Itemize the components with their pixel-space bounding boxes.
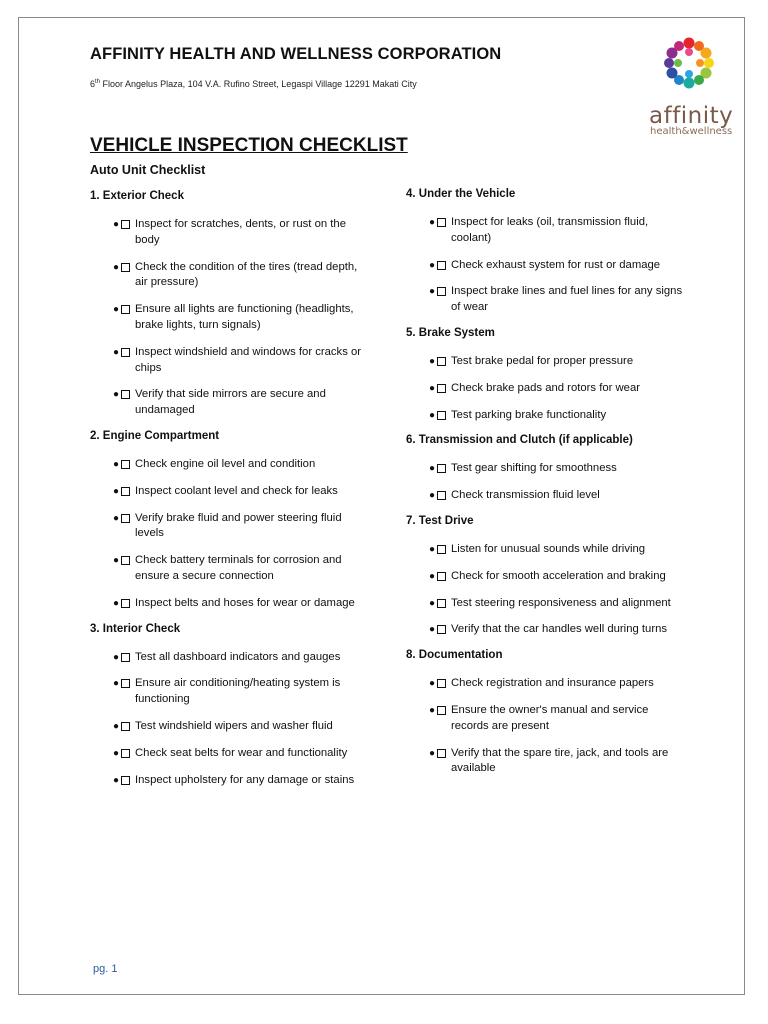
- checkbox[interactable]: [121, 487, 130, 496]
- checklist-item-text: Inspect for leaks (oil, transmission fluid, coolant): [451, 216, 649, 244]
- checklist-item: [406, 676, 683, 692]
- checklist-item-text: Verify that side mirrors are secure and undamaged: [135, 388, 326, 417]
- bullet-icon: ●: [429, 259, 436, 271]
- checklist-item-text: Check registration and insurance papers: [451, 677, 654, 690]
- checklist-section: [90, 430, 380, 612]
- bullet-icon: ●: [429, 217, 436, 228]
- checklist-items: [406, 215, 696, 316]
- checkbox[interactable]: [121, 722, 130, 731]
- checklist-item: [90, 345, 367, 377]
- checklist-item-text: Inspect windshield and windows for cracks or chips: [135, 345, 362, 374]
- checklist-items: [90, 457, 380, 612]
- checklist-item: [406, 215, 683, 247]
- checkbox[interactable]: [437, 706, 446, 715]
- checklist-item-text: Inspect brake lines and fuel lines for any signs of wear: [451, 285, 683, 314]
- checklist-item-text: Check exhaust system for rust or damage: [451, 258, 661, 271]
- checkbox[interactable]: [121, 305, 130, 314]
- page-number: pg. 1: [93, 963, 118, 975]
- checklist-item-text: Test brake pedal for proper pressure: [451, 354, 634, 367]
- document-subtitle: Auto Unit Checklist: [90, 163, 206, 177]
- logo-wordmark: affinity: [649, 103, 734, 129]
- checklist-item: [90, 719, 367, 735]
- document-title: VEHICLE INSPECTION CHECKLIST: [90, 135, 408, 156]
- checklist-items: [406, 542, 696, 638]
- bullet-icon: ●: [429, 409, 436, 421]
- checkbox[interactable]: [437, 545, 446, 554]
- checkbox[interactable]: [121, 514, 130, 523]
- checklist-item-text: Check for smooth acceleration and braking: [451, 569, 666, 582]
- checklist-item: [406, 461, 683, 477]
- checklist-items: [90, 217, 380, 419]
- checkbox[interactable]: [121, 460, 130, 469]
- checklist-item-text: Verify that the car handles well during turns: [451, 623, 668, 636]
- checklist-item: [90, 457, 367, 473]
- logo-tagline: health&wellness: [650, 126, 733, 137]
- bullet-icon: ●: [113, 219, 120, 230]
- checkbox[interactable]: [437, 679, 446, 688]
- bullet-icon: ●: [113, 747, 120, 759]
- checklist-item-text: Test gear shifting for smoothness: [451, 462, 617, 475]
- checkbox[interactable]: [121, 599, 130, 608]
- checklist-item-text: Verify that the spare tire, jack, and tools are available: [451, 746, 669, 775]
- bullet-icon: ●: [113, 678, 120, 690]
- checklist-item: [90, 553, 367, 585]
- checklist-item: [406, 703, 683, 735]
- address-floor-suffix: th: [95, 79, 101, 85]
- checkbox[interactable]: [121, 348, 130, 357]
- checklist-section: [406, 434, 696, 504]
- checklist-item: [90, 260, 367, 292]
- checklist-item-text: Ensure air conditioning/heating system is functioning: [135, 677, 341, 706]
- checklist-item-text: Check battery terminals for corrosion and ensure a secure connection: [135, 554, 342, 582]
- checklist-item: [90, 746, 367, 762]
- checkbox[interactable]: [121, 220, 130, 229]
- bullet-icon: ●: [429, 597, 436, 609]
- checklist-item-text: Check engine oil level and condition: [135, 457, 316, 470]
- bullet-icon: ●: [113, 485, 120, 497]
- section-title: 8. Documentation: [406, 649, 503, 662]
- checkbox[interactable]: [437, 261, 446, 270]
- checklist-item: [406, 542, 683, 558]
- checklist-item: [406, 596, 683, 612]
- checklist-items: [406, 461, 696, 504]
- section-title: 2. Engine Compartment: [90, 429, 220, 442]
- checklist-section: [90, 190, 380, 419]
- bullet-icon: ●: [113, 261, 120, 273]
- checklist-item-text: Inspect for scratches, dents, or rust on the body: [135, 218, 346, 246]
- bullet-icon: ●: [113, 389, 120, 401]
- checkbox[interactable]: [437, 384, 446, 393]
- checklist-item-text: Test parking brake functionality: [451, 408, 607, 421]
- checklist-item: [90, 773, 367, 789]
- checklist-item-text: Check the condition of the tires (tread depth, air pressure): [135, 260, 358, 289]
- checklist-item: [406, 354, 683, 370]
- checkbox[interactable]: [437, 218, 446, 227]
- company-name: AFFINITY HEALTH AND WELLNESS CORPORATION: [90, 45, 502, 63]
- bullet-icon: ●: [429, 678, 436, 690]
- checkbox[interactable]: [437, 625, 446, 634]
- bullet-icon: ●: [429, 286, 436, 298]
- section-title: 6. Transmission and Clutch (if applicable): [406, 434, 633, 447]
- checklist-item: [90, 650, 367, 666]
- checklist-section: [90, 623, 380, 789]
- checklist-item: [406, 284, 683, 316]
- bullet-icon: ●: [429, 490, 436, 502]
- checklist-item: [90, 302, 367, 334]
- checklist-item: [406, 746, 683, 778]
- checklist-item-text: Test windshield wipers and washer fluid: [135, 719, 333, 732]
- checklist-item-text: Inspect upholstery for any damage or stains: [135, 773, 355, 786]
- bullet-icon: ●: [113, 651, 120, 663]
- checkbox[interactable]: [121, 679, 130, 688]
- checklist-item: [406, 488, 683, 504]
- checklist-section: [406, 188, 696, 316]
- bullet-icon: ●: [113, 774, 120, 786]
- bullet-icon: ●: [429, 355, 436, 367]
- bullet-icon: ●: [429, 570, 436, 582]
- checklist-item-text: Inspect belts and hoses for wear or damage: [135, 596, 355, 609]
- checklist-item-text: Check transmission fluid level: [451, 489, 600, 502]
- bullet-icon: ●: [113, 458, 120, 470]
- checklist-item: [90, 217, 367, 249]
- checklist-item: [90, 511, 367, 543]
- bullet-icon: ●: [429, 624, 436, 636]
- checklist-item: [406, 381, 683, 397]
- checklist-item-text: Test all dashboard indicators and gauges: [135, 650, 341, 663]
- checkbox[interactable]: [437, 749, 446, 758]
- bullet-icon: ●: [113, 512, 120, 524]
- checklist-item: [406, 408, 683, 424]
- section-title: 3. Interior Check: [90, 622, 181, 635]
- bullet-icon: ●: [429, 543, 436, 555]
- bullet-icon: ●: [429, 463, 436, 475]
- checklist-items: [406, 354, 696, 423]
- checkbox[interactable]: [437, 357, 446, 366]
- checklist-item: [90, 676, 367, 708]
- address-floor: 6: [90, 79, 96, 89]
- checklist-item: [90, 596, 367, 612]
- checklist-column-left: [90, 190, 380, 799]
- checklist-item: [406, 258, 683, 274]
- checkbox[interactable]: [121, 556, 130, 565]
- bullet-icon: ●: [113, 555, 120, 567]
- checkbox[interactable]: [437, 464, 446, 473]
- checkbox[interactable]: [437, 572, 446, 581]
- bullet-icon: ●: [113, 597, 120, 609]
- checklist-item-text: Check brake pads and rotors for wear: [451, 381, 641, 394]
- section-title: 7. Test Drive: [406, 514, 474, 527]
- checklist-item-text: Ensure the owner's manual and service records are present: [451, 703, 649, 732]
- checkbox[interactable]: [121, 390, 130, 399]
- checkbox[interactable]: [437, 287, 446, 296]
- checklist-item: [90, 484, 367, 500]
- checklist-item-text: Verify brake fluid and power steering fluid levels: [135, 511, 342, 540]
- checklist-item-text: Inspect coolant level and check for leaks: [135, 484, 338, 497]
- checklist-column-right: [406, 188, 696, 788]
- checklist-item: [406, 569, 683, 585]
- checklist-section: [406, 649, 696, 777]
- checkbox[interactable]: [121, 263, 130, 272]
- bullet-icon: ●: [113, 304, 120, 316]
- checklist-section: [406, 515, 696, 638]
- checkbox[interactable]: [437, 599, 446, 608]
- checklist-items: [406, 676, 696, 777]
- bullet-icon: ●: [113, 720, 120, 732]
- checklist-item-text: Test steering responsiveness and alignment: [451, 596, 671, 609]
- bullet-icon: ●: [429, 382, 436, 394]
- checkbox[interactable]: [121, 776, 130, 785]
- checklist-items: [90, 650, 380, 789]
- checklist-item-text: Check seat belts for wear and functionality: [135, 746, 348, 759]
- checkbox[interactable]: [121, 749, 130, 758]
- company-address: [90, 79, 417, 89]
- checklist-item: [90, 387, 367, 419]
- checkbox[interactable]: [437, 491, 446, 500]
- checkbox[interactable]: [437, 411, 446, 420]
- section-title: 5. Brake System: [406, 326, 495, 339]
- address-text: Floor Angelus Plaza, 104 V.A. Rufino Street, Legaspi Village 12291 Makati City: [100, 79, 417, 89]
- bullet-icon: ●: [429, 704, 436, 716]
- checklist-section: [406, 327, 696, 423]
- checklist-item-text: Listen for unusual sounds while driving: [451, 542, 646, 555]
- checklist-item: [406, 622, 683, 638]
- checklist-item-text: Ensure all lights are functioning (headlights, brake lights, turn signals): [135, 303, 354, 331]
- bullet-icon: ●: [113, 346, 120, 358]
- bullet-icon: ●: [429, 747, 436, 759]
- section-title: 4. Under the Vehicle: [406, 188, 516, 200]
- section-title: 1. Exterior Check: [90, 190, 184, 202]
- checkbox[interactable]: [121, 653, 130, 662]
